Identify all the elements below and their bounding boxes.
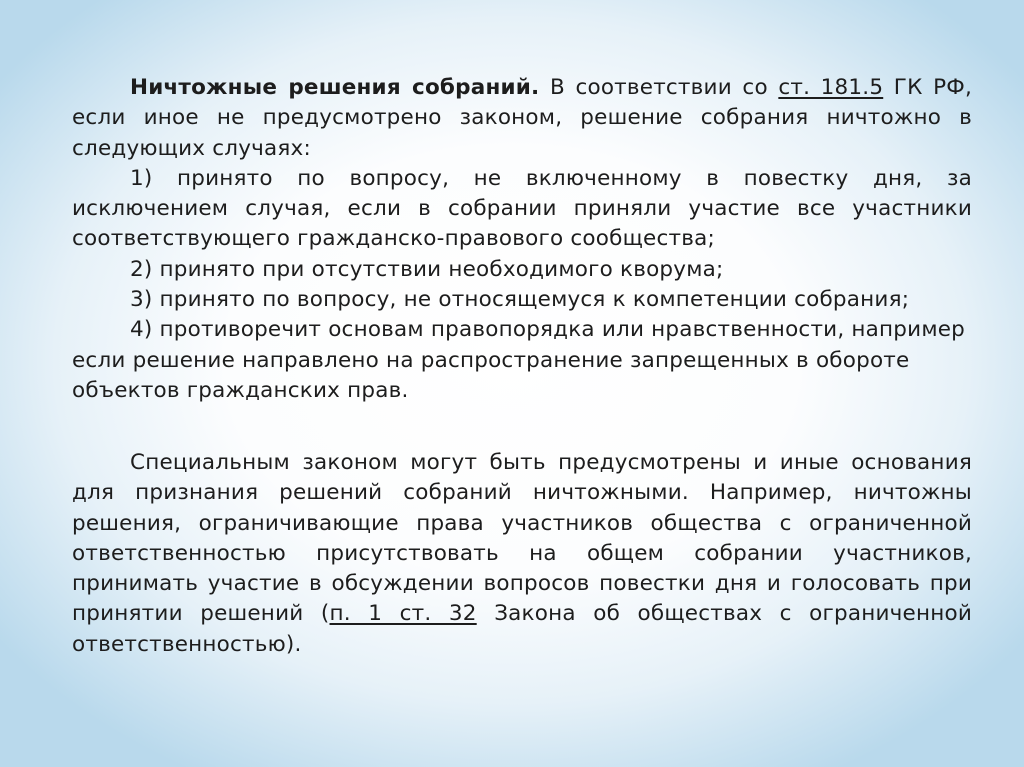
main-text-block	[72, 73, 972, 406]
special-law-paragraph	[72, 448, 972, 660]
law-link-article-181-5[interactable]: ст. 181.5	[778, 75, 884, 100]
list-item: 4) противоречит основам правопорядка или нравственности, например если решение направлено на распространение запрещенных в обороте объектов гражданских прав.	[72, 317, 966, 403]
list-item: 1) принято по вопросу, не включенному в повестку дня, за исключением случая, если в собрании приняли участие все участники соответствующего гражданско-правового сообщества;	[72, 165, 972, 252]
special-law-paragraph-block	[72, 448, 972, 660]
section-heading: Ничтожные решения собраний.	[130, 75, 540, 100]
intro-paragraph	[72, 73, 972, 164]
special-law-text-end: Закона об обществах с ограниченной ответственностью).	[72, 601, 973, 657]
list-item: 3) принято по вопросу, не относящемуся к компетенции собрания;	[130, 287, 910, 313]
law-link-article-32[interactable]: п. 1 ст. 32	[329, 601, 477, 627]
intro-text-continued: ГК РФ, если иное не предусмотрено законом, решение собрания ничтожно в следующих случаях:	[72, 75, 972, 161]
intro-text: В соответствии со	[539, 75, 779, 100]
special-law-text: Специальным законом могут быть предусмотрены и иные основания для признания решений собраний ничтожными. Например, ничтожны решения, ограничивающие права участников общества с ограниченной ответственностью присутствовать на общем собрании участников, принимать участие в обсуждении вопросов повестки дня и голосовать при принятии решений (	[72, 450, 972, 627]
list-item: 2) принято при отсутствии необходимого кворума;	[130, 256, 724, 282]
